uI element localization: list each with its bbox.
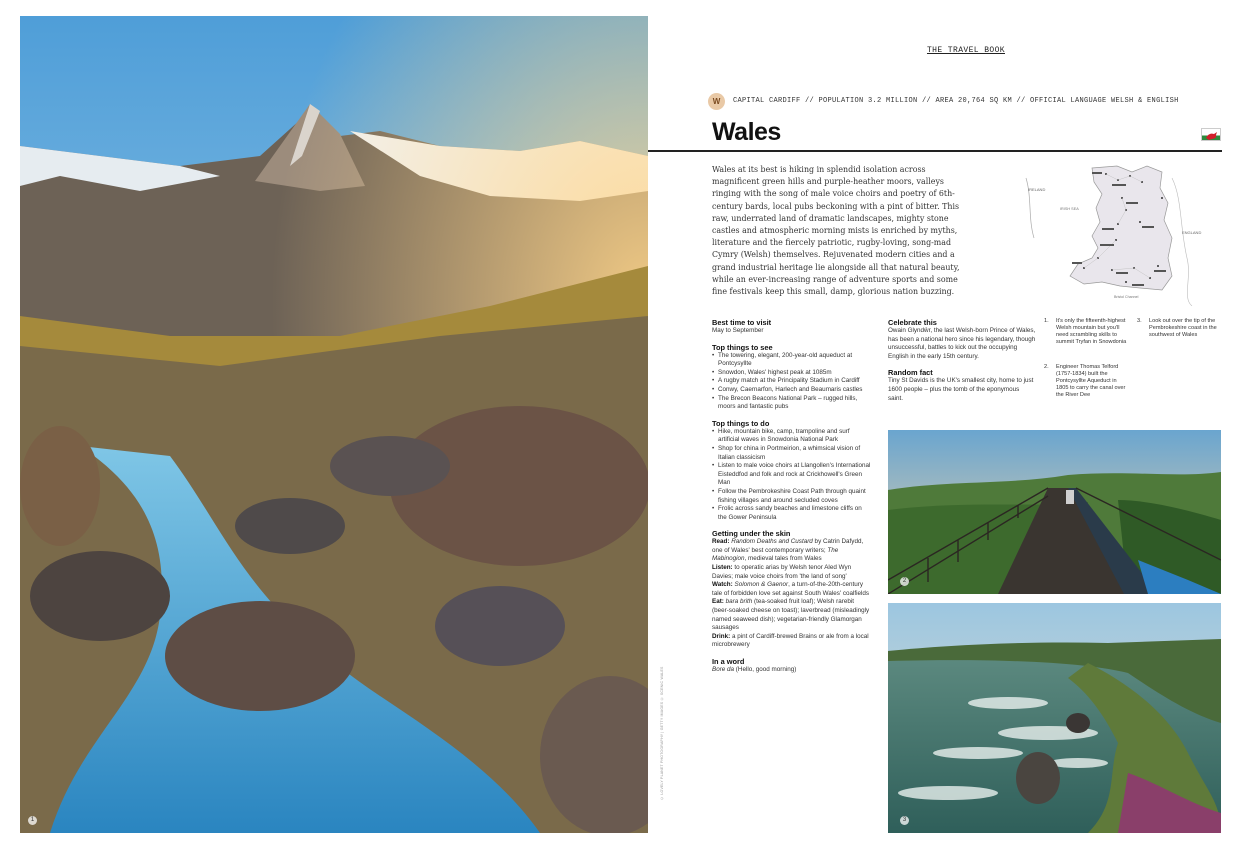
best-time-heading: Best time to visit	[712, 318, 772, 327]
read-label: Read:	[712, 538, 730, 546]
caption-number: 1.	[1044, 318, 1049, 324]
coast-photo-art	[888, 603, 1221, 833]
list-item: • The towering, elegant, 200-year-old aqueduct at Pontcysyllte	[712, 352, 872, 369]
in-a-word-heading: In a word	[712, 657, 745, 666]
map-label-channel: Bristol Channel	[1114, 295, 1139, 299]
caption-text: Look out over the tip of the Pembrokeshire coast in the southwest of Wales	[1149, 318, 1217, 338]
skin-listen	[712, 564, 872, 581]
running-head: THE TRAVEL BOOK	[926, 46, 1005, 55]
aqueduct-photo-art	[888, 430, 1221, 594]
country-facts: CAPITAL CARDIFF // POPULATION 3.2 MILLION // AREA 20,764 SQ KM // OFFICIAL LANGUAGE WELSH & ENGLISH	[733, 97, 1179, 105]
random-fact-text: Tiny St Davids is the UK's smallest city, home to just 1600 people – plus the tomb of the eponymous saint.	[888, 377, 1034, 402]
country-letter-badge: W	[708, 93, 725, 110]
hero-photo-art	[20, 16, 648, 833]
photo-number-hero: 1	[28, 816, 37, 825]
top-see-list	[712, 352, 872, 412]
skin-eat	[712, 598, 872, 632]
celebrate-heading: Celebrate this	[888, 318, 937, 327]
listen-text: to operatic arias by Welsh tenor Aled Wyn Davies; male voice choirs from 'the land of song'	[712, 564, 852, 580]
list-item: • Shop for china in Portmeirion, a whimsical vision of Italian classicism	[712, 445, 872, 462]
title-rule	[648, 150, 1222, 152]
map-label-ireland: IRELAND	[1028, 187, 1046, 192]
caption-number: 2.	[1044, 364, 1049, 370]
drink-label: Drink:	[712, 632, 731, 640]
list-item: • A rugby match at the Principality Stadium in Cardiff	[712, 377, 872, 386]
map-label-england: ENGLAND	[1182, 230, 1202, 235]
read-title-2: The Mabinogion	[712, 546, 839, 563]
map-label-sea: IRISH SEA	[1060, 207, 1079, 211]
caption-1	[1044, 318, 1129, 346]
list-item: • The Brecon Beacons National Park – rugged hills, moors and fantastic pubs	[712, 395, 872, 412]
fact-bar	[708, 92, 1208, 110]
top-do-list	[712, 428, 872, 523]
caption-2	[1044, 364, 1128, 399]
photo-number-canal: 2	[900, 577, 909, 586]
best-time-text: May to September	[712, 327, 764, 334]
celebrate-text: Owain Glyndŵr, the last Welsh-born Prince of Wales, has been a national hero since his legendary, though unsuccessful, battles to kick out the occupying English in the early 15th century.	[888, 327, 1036, 360]
caption-text: It's only the fifteenth-highest Welsh mountain but you'll need scrambling skills to summit Tryfan in Snowdonia	[1056, 318, 1127, 345]
listen-label: Listen:	[712, 564, 733, 572]
photo-captions	[1044, 318, 1222, 346]
eat-label: Eat:	[712, 598, 724, 606]
photo-credit: © LOVELY PLANET PHOTOGRAPHY | GETTY IMAGES © SCENIC WALES	[660, 666, 664, 800]
read-title: Random Deaths and Custard	[731, 538, 813, 546]
eat-text: (tea-soaked fruit loaf); Welsh rarebit (beer-soaked cheese on toast); laverbread (misleadingly named seaweed dish); vegetarian-friendly Glamorgan sausages	[712, 598, 870, 632]
watch-title: Solomon & Gaenor	[734, 581, 789, 589]
hero-photo-tryfan	[20, 16, 648, 833]
list-item: • Hike, mountain bike, camp, trampoline and surf artificial waves in Snowdonia National Park	[712, 428, 872, 445]
skin-drink	[712, 633, 872, 650]
page-title: Wales	[712, 118, 781, 146]
wales-map	[1022, 158, 1222, 306]
top-do-heading: Top things to do	[712, 418, 770, 428]
top-see-heading: Top things to see	[712, 342, 773, 352]
list-item: • Frolic across sandy beaches and limestone cliffs on the Gower Peninsula	[712, 505, 872, 522]
info-column-1	[712, 318, 872, 675]
caption-3	[1137, 318, 1219, 346]
random-fact-heading: Random fact	[888, 368, 933, 378]
watch-label: Watch:	[712, 581, 733, 589]
intro-paragraph: Wales at its best is hiking in splendid isolation across magnificent green hills and purple-heather moors, valleys ringing with the song of male voice choirs and poetry of 6th-century bards, local pubs beckoning with a pint of bitter. This raw, underrated land of dramatic landscapes, mighty stone castles and atmospheric morning mists is enriched by myths, literature and the fiercely patriotic, rugby-loving, song-mad Cymry (Welsh) themselves. Rejuvenated modern cities and a grand industrial heritage lie alongside all that natural beauty, while an ever-increasing range of adventure sports and some fine festivals keep this small, damp, glorious nation buzzing.	[712, 165, 960, 297]
list-item: • Listen to male voice choirs at Llangollen's International Eisteddfod and folk and rock at Crickhowell's Green Man	[712, 462, 872, 488]
read-text: by Catrin Dafydd, one of Wales' best contemporary writers;	[712, 538, 864, 554]
eat-title: bara brith	[725, 598, 753, 606]
skin-watch	[712, 581, 872, 598]
photo-number-coast: 3	[900, 816, 909, 825]
aqueduct-photo	[888, 430, 1221, 594]
list-item: • Snowdon, Wales' highest peak at 1085m	[712, 369, 872, 378]
list-item: • Conwy, Caernarfon, Harlech and Beaumaris castles	[712, 386, 872, 395]
read-text-2: , medieval tales from Wales	[744, 555, 822, 563]
list-item: • Follow the Pembrokeshire Coast Path through quaint fishing villages and around secluded coves	[712, 488, 872, 505]
welsh-flag-icon	[1201, 128, 1221, 141]
pembrokeshire-coast-photo	[888, 603, 1221, 833]
watch-text: , a turn-of-the-20th-century tale of forbidden love set against South Wales' coalfields	[712, 581, 870, 597]
caption-number: 3.	[1137, 318, 1142, 324]
skin-heading: Getting under the skin	[712, 529, 791, 539]
info-column-2	[888, 318, 1036, 403]
skin-read	[712, 538, 872, 564]
in-a-word-text	[712, 666, 872, 675]
caption-text: Engineer Thomas Telford (1757-1834) built the Pontcysyllte Aqueduct in 1805 to carry the canal over the River Dee	[1056, 364, 1126, 398]
drink-text: a pint of Cardiff-brewed Brains or ale from a local microbrewery	[712, 632, 869, 649]
in-a-word-term: Bore da	[712, 666, 735, 673]
in-a-word-meaning: (Hello, good morning)	[734, 666, 797, 673]
